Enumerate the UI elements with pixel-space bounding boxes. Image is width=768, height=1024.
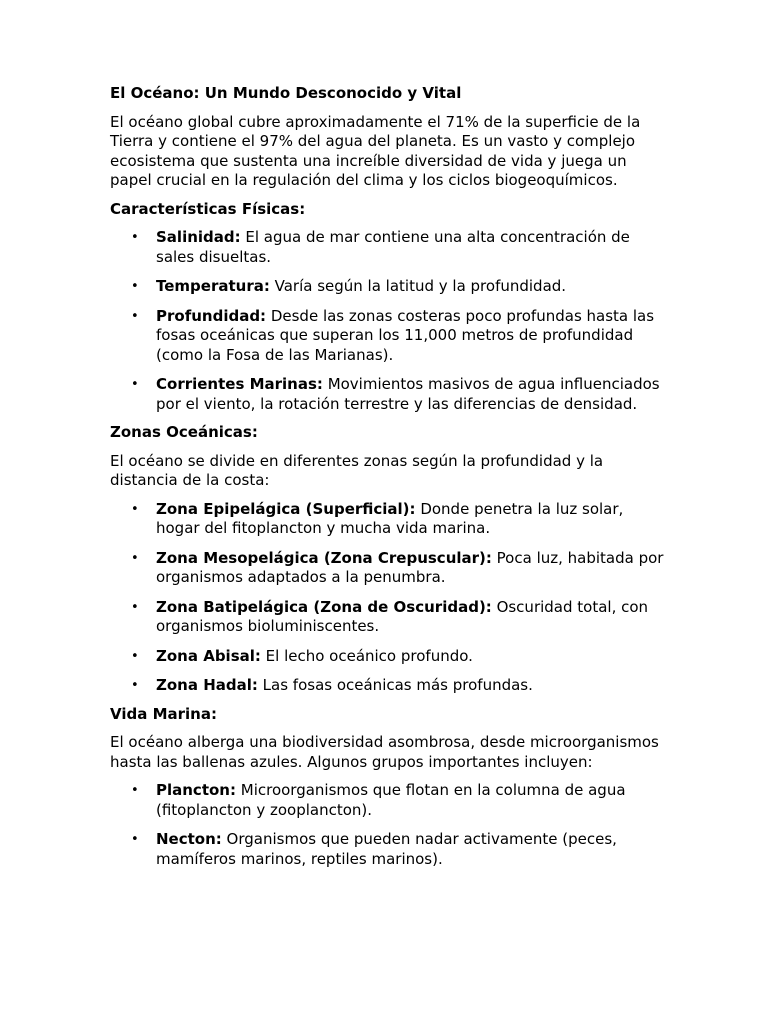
list-item-term: Zona Batipelágica (Zona de Oscuridad):: [156, 597, 492, 616]
bullet-icon: •: [131, 599, 139, 615]
document-title: El Océano: Un Mundo Desconocido y Vital: [110, 84, 462, 102]
list-item-text: El agua de mar contiene una alta concentración de sales disueltas.: [156, 228, 630, 266]
list-item-term: Zona Abisal:: [156, 646, 261, 665]
section-heading-caracteristicas: Características Físicas:: [110, 199, 306, 218]
list-item: [110, 307, 670, 366]
list-item-term: Necton:: [156, 830, 222, 848]
list-item-term: Zona Epipelágica (Superficial):: [156, 499, 416, 518]
list-item: [110, 598, 670, 637]
list-item: [110, 228, 670, 267]
zonas-list: [110, 500, 670, 696]
list-item-text: Desde las zonas costeras poco profundas hasta las fosas oceánicas que superan los 11,000 metros de profundidad (como la Fosa de las Marianas).: [156, 306, 655, 364]
list-item-text: Movimientos masivos de agua influenciados por el viento, la rotación terrestre y las diferencias de densidad.: [156, 375, 660, 413]
vida-intro-paragraph: El océano alberga una biodiversidad asombrosa, desde microorganismos hasta las ballenas azules. Algunos grupos importantes incluyen:: [110, 733, 659, 771]
list-item: [110, 549, 670, 588]
list-item-text: Organismos que pueden nadar activamente (peces, mamíferos marinos, reptiles marinos).: [156, 830, 617, 868]
bullet-icon: •: [131, 230, 139, 245]
list-item-term: Corrientes Marinas:: [156, 375, 323, 393]
intro-paragraph: El océano global cubre aproximadamente el 71% de la superficie de la Tierra y contiene el 97% del agua del planeta. Es un vasto y complejo ecosistema que sustenta una increíble diversidad de vida y juega un papel crucial en la regulación del clima y los ciclos biogeoquímicos.: [110, 112, 641, 189]
document-page: [110, 84, 670, 878]
list-item-term: Salinidad:: [156, 228, 241, 246]
bullet-icon: •: [131, 648, 139, 664]
list-item-text: Microorganismos que flotan en la columna de agua (fitoplancton y zooplancton).: [156, 781, 626, 819]
list-item: [110, 647, 670, 667]
list-item-text: Oscuridad total, con organismos bioluminiscentes.: [156, 597, 649, 635]
vida-list: [110, 781, 670, 869]
bullet-icon: •: [131, 377, 139, 392]
bullet-icon: •: [131, 783, 139, 798]
bullet-icon: •: [131, 832, 139, 847]
list-item-text: Varía según la latitud y la profundidad.: [269, 277, 567, 295]
list-item: [110, 781, 670, 820]
list-item-text: Poca luz, habitada por organismos adaptados a la penumbra.: [156, 548, 664, 586]
list-item-text: El lecho oceánico profundo.: [260, 646, 473, 665]
list-item: [110, 500, 670, 539]
list-item: [110, 375, 670, 414]
bullet-icon: •: [131, 678, 139, 693]
list-item-term: Plancton:: [156, 781, 236, 799]
list-item: [110, 277, 670, 297]
section-heading-vida: Vida Marina:: [110, 704, 217, 723]
bullet-icon: •: [131, 279, 139, 294]
caracteristicas-list: [110, 228, 670, 414]
bullet-icon: •: [131, 308, 139, 324]
list-item-term: Zona Hadal:: [156, 676, 258, 694]
zonas-intro-paragraph: El océano se divide en diferentes zonas según la profundidad y la distancia de la costa:: [110, 451, 604, 489]
list-item: [110, 676, 670, 696]
list-item: [110, 830, 670, 869]
section-heading-zonas: Zonas Oceánicas:: [110, 423, 258, 441]
list-item-text: Donde penetra la luz solar, hogar del fitoplancton y mucha vida marina.: [156, 499, 624, 537]
bullet-icon: •: [131, 550, 139, 566]
list-item-term: Zona Mesopelágica (Zona Crepuscular):: [156, 548, 492, 567]
list-item-term: Temperatura:: [156, 277, 270, 295]
list-item-term: Profundidad:: [156, 306, 267, 325]
bullet-icon: •: [131, 501, 139, 517]
list-item-text: Las fosas oceánicas más profundas.: [257, 676, 533, 694]
